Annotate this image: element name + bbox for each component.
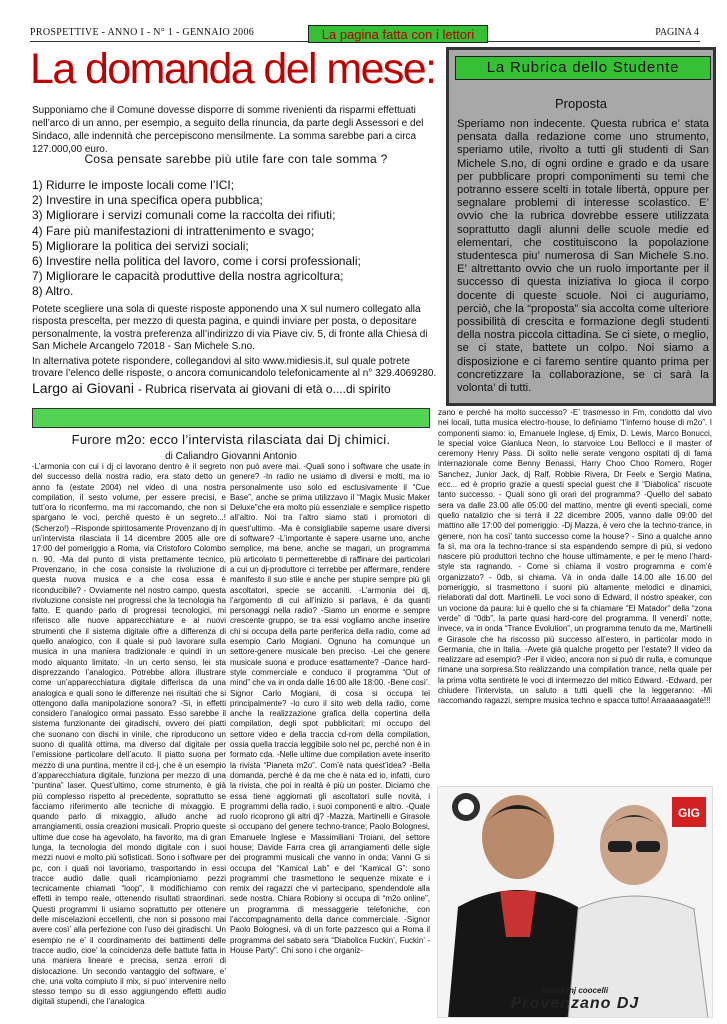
- interview-byline: di Caliandro Giovanni Antonio: [165, 451, 297, 462]
- survey-option: 4) Fare più manifestazioni di intrattenimento e svago;: [32, 223, 315, 238]
- survey-option: 1) Ridurre le imposte locali come l’ICI;: [32, 178, 235, 192]
- youth-section-subtitle: - Rubrica riservata ai giovani di età o....di spirito: [137, 382, 391, 396]
- page-number: PAGINA 4: [655, 27, 699, 38]
- survey-intro: Supponiamo che il Comune dovesse disporre di somme rivenienti da risparmi effettuati nell’arco di un anno, per esempio, a seguito della rinuncia, da parte degli Assessori e del Sindaco, alle indennità che percepiscono mensilmente. La somma sarebbe pari a circa 127.000,00 euro.: [32, 105, 424, 155]
- survey-options: [32, 178, 452, 300]
- survey-option: 2) Investire in una specifica opera pubblica;: [32, 193, 263, 208]
- survey-option: 8) Altro.: [32, 284, 74, 299]
- page-title: La domanda del mese:: [30, 45, 436, 93]
- survey-option: 3) Migliorare i servizi comunali come la raccolta dei rifiuti;: [32, 208, 336, 223]
- logo-gig-text: GIG: [677, 806, 701, 820]
- instructions-mail: Potete scegliere una sola di queste risposte apponendo una X sul numero collegato alla risposta prescelta, per mezzo di questa pagina, e quindi inviare per posta, o depositare personalmente, la vostra preferenza all’indirizzo di via Piave civ. 5, di fronte alla Chiesa di San Michele Arcangelo 72018 - San Michele S.no.: [32, 304, 428, 353]
- interview-column-3: zano e perché ha molto successo? -E’ trasmesso in Fm, condotto dal vivo nei locali, tutta musica electro-house, lo definiamo “l’inferno house di m2o”. I componenti siamo: io, Emanuele Inglese, dj Emix, D. Lewis, Marco Bonucci, le special voice Gianluca Neon, lo starvoice Lou Bellocci e il master of ceremony Henry Pass. Di solito nelle serate vengono ospitati dj di fama internazionale come Benny Benassi, Harry Choo Choo Romero, Roger Sanchez, Junior Jack, dj Ralf, Robbie Rivera, Dr Feelx e Sergio Matina, ecc... ed è proprio grazie a questi special guest che il “Diabolica” riscuote tanto successo. - Quali sono gli orari del programma? -Quello del sabato sera va dalle 23.00 alle 05:00 del mattino, mentre gli eventi speciali, come quello natalizio che si terrà il 22 dicembre 2005, vanno dalle 09:00 del mattino alle 17:00 del pomeriggio. -Dj Mazza, è vero che la techno-trance, in genere, non ha così’ tanto successo come la house? - Sino a qualche anno fa sì, ma ora la techno-trance si sta espandendo sempre di più, si vedono nascere più produttori techno che house ultimamente, e per le meno l’hard-style sta ragnando. - Come si chiama il vostro programma e com’è organizzato? - 0db, si chiama. Và in onda dalle 14.00 alle 16.00 del pomeriggio, si trasmettono i suoni più altamente melodici e dinamici, rielaborati dal dott. Martinelli. Le voci sono di Edward, il nostro speaker, con un vocione da paura: lui è quello che si fa chiamare “El Matador” della “zona verde” di “0db”, la parte quasi hard-core del programma. Il venerdì’ notte, invece, va in onda “Trance Evolution”, un programma tenuto da me, Martinelli e Girasole che ha riscosso più successo all’estero, in particolar modo in Germania, che in Italia. -Avete già qualche progetto per l’estate? Il video da realizzare ad esempio? -Per il video, ancora non si può dir nulla, e comunque rimane una sorpresa.Sto realizzando una compilation trance, nella quale per la prima volta sentirete le voci di intermezzo del mitico Edward. -Edward, per chiudere l’intervista, un saluto a tutti quelli che la leggeranno: -Mi raccomando ragazzi, sempre musica techno e spacca tutto! Arraaaaaagate!!!: [438, 408, 712, 706]
- right-person-glasses-right: [636, 841, 660, 852]
- youth-section-heading: [32, 380, 452, 396]
- interview-column-2: non può avere mai. -Quali sono i software che usate in genere? -In radio ne usiamo di diversi e molti, ma io personalmente uso solo ed esclusivamente il “Cue Base”, anche se prima utilizzavo il “Magix Music Maker Deluxe”che era molto più essenziale e semplice rispetto all’altro. Noi tra l’altro siamo stati i promotori di quest’ultimo. -Ma è consigliabile saperne usare diversi di software? -L’importante è sapere usarne uno, anche semplice, ma bene, anche se magari, un programma più articolato ti permetterebbe di raffinare dei particolari a cui un dj-produttore ci terrebbe per affermare, rendere manifesto il suo stile e anche per stupire sempre più gli ascoltatori, specie se accaniti. -L’armonia dei dj, l’argomento di cui all’inizio si parlava, è da quanti personaggi nella radio? -Siamo un enorme e sempre crescente gruppo, se tra essi vogliamo anche inserire chi si occupa della parte periferica della radio, come ad esempio Carlo Mogiani. Ognuno ha comunque un settore-genere musicale ben preciso. -Lei che genere musicale suona e produce esattamente? -Dance hard-style commerciale e conduco il programma “Out of mind” che va in onda dalle 16:00 alle 18:00. -Bene così’. Signor Carlo Mogiani, di cosa si occupa lei principalmente? -Io curo il sito web della radio, come anche la realizzazione grafica della copertina della compilation, degli spot pubblicitari; mi occupo del settore video e della traccia cd-rom della compilation, ossia quella traccia leggibile solo nel pc, perché non è in formato cda. -Nelle ultime due compilation avete inserito la rivista “Pianeta m2o”. Com’è nata quest’idea? -Bella domanda, perché è da me che è nata ed io, infatti, curo la rivista, che poi in realtà è più un poster. Diciamo che essa tiene aggiornati gli ascoltatori sulle novità, i programmi della radio, i suoi componenti e altro. -Quale ruolo ricoprono gli altri dj? -Mazza, Martinelli e Girasole si occupano del genere techno-trance; Paolo Bolognesi, Emanuele Inglese e Massimiliani Troiani, del settore house; Davide Farra crea gli arrangiamenti delle sigle dei programmi musicali che vanno in onda; Vanni G si occupa del “Kamical Lab” e del “Kamical G”: sono programmi che trasmettono le sequenze mixate e i remix dei ragazzi che vi partecipano, spendendole alla sede nostra. Chiara Robiony si occupa di “m2o online”, un programma di messaggerie telefoniche, con l’accompagnamento della dance commerciale. -Signor Paolo Bolognesi, và di un forte pazzesco qui a Roma il programma del sabato sera “Diabolica Fuckin’, Fuckin’ - House Party”. Chi sono i che organiz-: [230, 462, 430, 955]
- dj-photo: [437, 786, 713, 1018]
- issue-info: PROSPETTIVE - ANNO I - N° 1 - GENNAIO 2006: [30, 27, 255, 38]
- instructions-web: In alternativa potete rispondere, collegandovi al sito www.midiesis.it, sul quale potrete trovare l’elenco delle risposte, o ancora comunicandolo telefonicamente al n° 329.4069280.: [32, 355, 437, 380]
- survey-question: Cosa pensate sarebbe più utile fare con tale somma ?: [84, 152, 388, 166]
- photo-caption-small: mixxa jnj coocelli: [541, 986, 609, 995]
- survey-option: 6) Investire nella politica del lavoro, come i corsi professionali;: [32, 254, 361, 269]
- section-divider-bar: [32, 408, 430, 428]
- student-column-box: [446, 47, 716, 406]
- interview-title: Furore m2o: ecco l’intervista rilasciata dai Dj chimici.: [71, 432, 391, 447]
- student-column-text: Speriamo non indecente. Questa rubrica e’ stata pensata dalla redazione come uno strumento, speriamo utile, rivolto a tutti gli studenti di San Michele S.no, di ogni ordine e grado e da usare per pubblicare propri componimenti su temi che potranno essere scelti in totale libertà, oppure per segnalare problemi di interesse scolastico. E’ ovvio che la rubrica dovrebbe essere utilizzata soprattutto dagli alunni delle scuole medie ed elementari, che costituiscono la popolazione studentesca piu’ numerosa di San Michele S.no. E’ altrettanto ovvio che un ruolo importante per il successo di questa iniziativa lo gioca il corpo docente di queste scuole. Noi ci auguriamo, perciò, che la “proposta” sia accolta come ulteriore possibilità di crescita e formazione degli studenti della nostra piccola cittadina. Se ci siete, o meglio, se ci state, battete un colpo. Noi siamo a disposizione e ci faremo sentire quanto prima per concretizzare la collaborazione, se ci sarà la volonta’ di tutti.: [457, 118, 709, 395]
- photo-caption-brand: Provenzano DJ: [510, 995, 640, 1012]
- dj-photo-illustration: [438, 787, 713, 1018]
- section-banner: La pagina fatta con i lettori: [308, 25, 488, 43]
- logo-m2o-inner: [458, 799, 474, 815]
- survey-option: 5) Migliorare la politica dei servizi sociali;: [32, 238, 249, 253]
- survey-option: 7) Migliorare le capacità produttive della nostra agricoltura;: [32, 269, 344, 284]
- survey-instructions: [32, 304, 440, 382]
- photo-caption: [438, 986, 712, 1013]
- interview-column-1: -L’armonia con cui i dj ci lavorano dentro è il segreto del successo della nostra radio, era stato detto un anno fa (estate 2004) nel video di una nostra compilation, il sesto volume, per essere precisi, e tutt’ora lo riconfermo, ma mi raccomando, che non si spargano le voci, perché questo è un segreto...! (Scherzo!) –Risponde spiritosamente Provenzano dj in un’intervista rilasciata il 14 dicembre 2005 alle ore 17:00 del pomeriggio a Roma, via Cristoforo Colombo n. 90. -Ma dal punto di vista prettamente tecnico, Provenzano, in che cosa consiste la rivoluzione di questa nuova musica e a che cosa essa è riconducibile? - Ovviamente nel nostro campo, questa rivoluzione consiste nei progressi che la tecnologia ha fatto. E quando parlo di progressi tecnologici, mi riferisco alle nuove apparecchiature e ai nuovi strumenti che il sistema digitale offre a differenza di quello analogico, con il quale si può lavorare sulla musica in una maniera tradizionale e quindi in un modo alquanto limitato. -In un certo senso, lei sta disprezzando l’analogico. Potrebbe allora illustrare come un’apparecchiatura digitale differisca da una analogica e quali sono le differenze nei risultati che si ottengono dalla manipolazione sonora? -Sì, in effetti considero l’analogico ormai passato. Esso sarebbe il sistema funzionante dei giradischi, ovvero dei piatti che suonano con dischi in vinile, che riproducono un suono di qualità ottima, ma diverso dal digitale per l’emissione particolare dell’acuto. Il piatto suona per mezzo di una puntina, mentre il cd-j, che è un esempio d’apparecchiatura digitale, funziona per mezzo di una “puntina” laser. Quest’ultimo, come strumento, è già più complesso rispetto al precedente, soprattutto se facciamo riferimento alle tecniche di mixaggio. E quando parlo di mixaggio, alludo anche ad arrangiamenti, ossia creazioni musicali. Proprio queste ultime due cose ha agevolato, ha favorito, ma di gran lunga, la tecnologia del mondo digitale con i suoi mezzi nuovi e molto più sofisticati. Sono i software per pc, con i quali noi lavoriamo, trasportando in essi tracce audio dalle quali ricampioniamo pezzi tecnicamente chiamati “loop”, li modifichiamo con effetti in tempo reale, ottenendo risultati straordinari. Questi programmi li usiamo soprattutto per ottenere delle miscelazioni eccellenti, che non si possono mai avere così’ alla perfezione con l’uso dei giradischi. Un esempio ne e’ il coordinamento dei battimenti delle tracce audio, cioe’ la coincidenza delle battute fatta in una maniera lineare e precisa, senza errori di dislocazione. Un secondo vantaggio del software, e’ che, una volta compiuto il mix, si puo’ intervenire nello stesso tempo su di esso aggiungendo effetti audio digitali stupendi, che l’analogica: [32, 462, 226, 1007]
- student-column-title: La Rubrica dello Studente: [455, 56, 711, 80]
- youth-section-title: Largo ai Giovani: [32, 380, 134, 396]
- student-column-subtitle: Proposta: [554, 96, 608, 111]
- left-person-shirt: [500, 891, 536, 937]
- right-person-glasses-left: [608, 841, 632, 852]
